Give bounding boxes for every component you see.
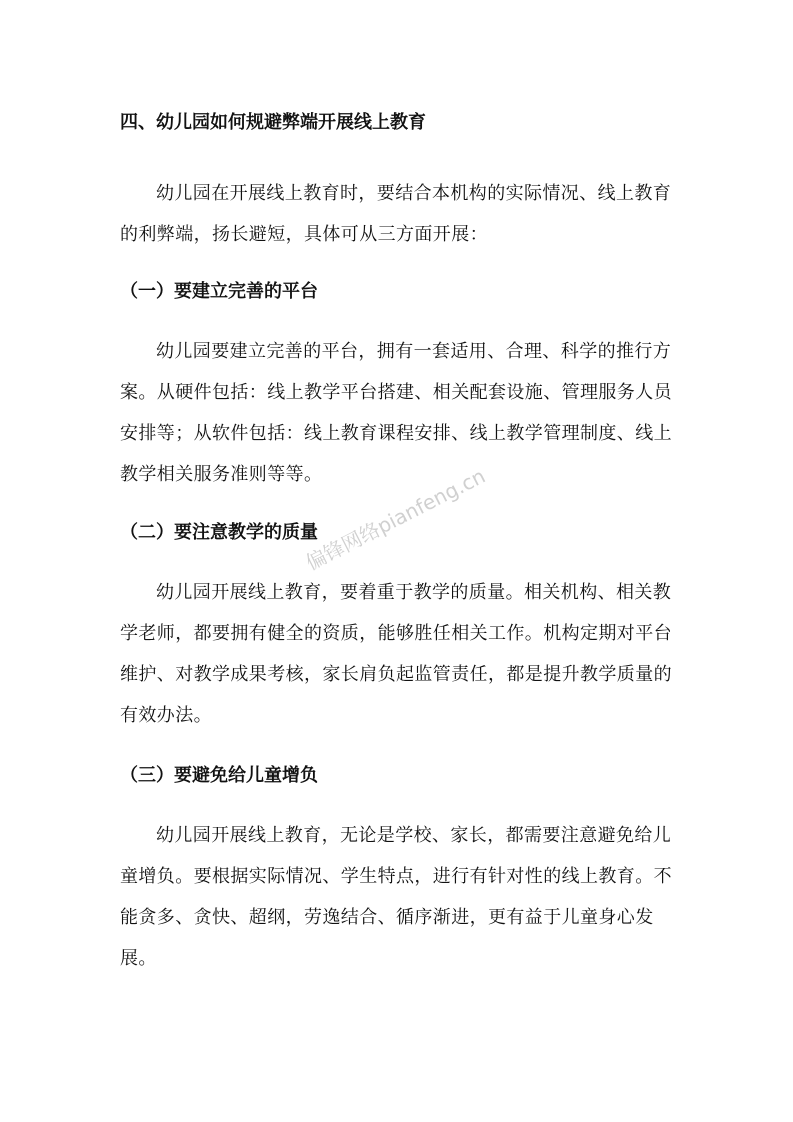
subsection-title-2: （二）要注意教学的质量	[120, 522, 318, 543]
intro-paragraph: 幼儿园在开展线上教育时，要结合本机构的实际情况、线上教育的利弊端，扬长避短，具体可从三方面开展：	[120, 183, 672, 245]
subsection-title-1: （一）要建立完善的平台	[120, 281, 318, 302]
watermark-text: 偏锋网络pianfeng.cn	[301, 463, 490, 575]
subsection-title-3: （三）要避免给儿童增负	[120, 765, 318, 786]
subsection-body-2: 幼儿园开展线上教育，要着重于教学的质量。相关机构、相关教学老师，都要拥有健全的资质，能够胜任相关工作。机构定期对平台维护、对教学成果考核，家长肩负起监管责任，都是提升教学质量的有效办法。	[120, 582, 672, 726]
subsection-body-1: 幼儿园要建立完善的平台，拥有一套适用、合理、科学的推行方案。从硬件包括：线上教学平台搭建、相关配套设施、管理服务人员安排等；从软件包括：线上教育课程安排、线上教学管理制度、线上教学相关服务准则等等。	[120, 341, 672, 485]
section-heading: 四、幼儿园如何规避弊端开展线上教育	[120, 112, 426, 133]
subsection-body-3: 幼儿园开展线上教育，无论是学校、家长，都需要注意避免给儿童增负。要根据实际情况、学生特点，进行有针对性的线上教育。不能贪多、贪快、超纲，劳逸结合、循序渐进，更有益于儿童身心发展。	[120, 825, 672, 969]
